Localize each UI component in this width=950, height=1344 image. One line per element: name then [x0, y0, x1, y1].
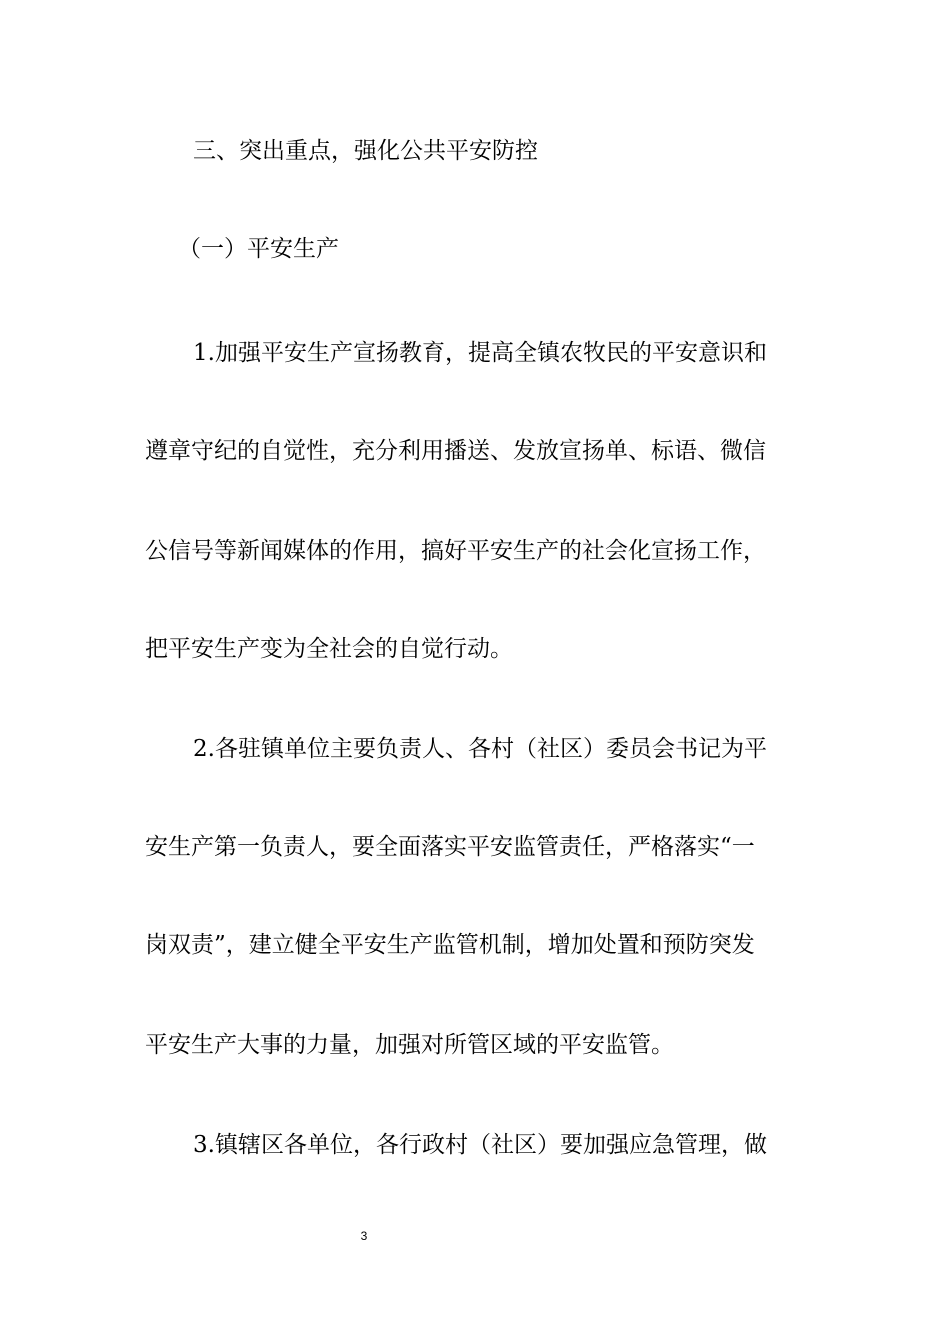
section-heading: 三、突出重点，强化公共平安防控	[193, 138, 538, 164]
paragraph-line: 遵章守纪的自觉性，充分利用播送、发放宣扬单、标语、微信	[145, 438, 766, 464]
paragraph-line: 把平安生产变为全社会的自觉行动。	[145, 636, 513, 662]
paragraph-line: 2.各驻镇单位主要负责人、各村（社区）委员会书记为平	[193, 736, 767, 762]
page-number: 3	[360, 1229, 368, 1243]
paragraph-line: 安生产第一负责人，要全面落实平安监管责任，严格落实“一	[145, 834, 755, 860]
paragraph-line: 3.镇辖区各单位，各行政村（社区）要加强应急管理，做	[193, 1132, 767, 1158]
paragraph-line: 岗双责”，建立健全平安生产监管机制，增加处置和预防突发	[145, 932, 755, 958]
paragraph-line: 1.加强平安生产宣扬教育，提高全镇农牧民的平安意识和	[193, 340, 767, 366]
subsection-heading: （一）平安生产	[178, 236, 339, 262]
paragraph-line: 平安生产大事的力量，加强对所管区域的平安监管。	[145, 1032, 674, 1058]
paragraph-line: 公信号等新闻媒体的作用，搞好平安生产的社会化宣扬工作，	[145, 538, 766, 564]
